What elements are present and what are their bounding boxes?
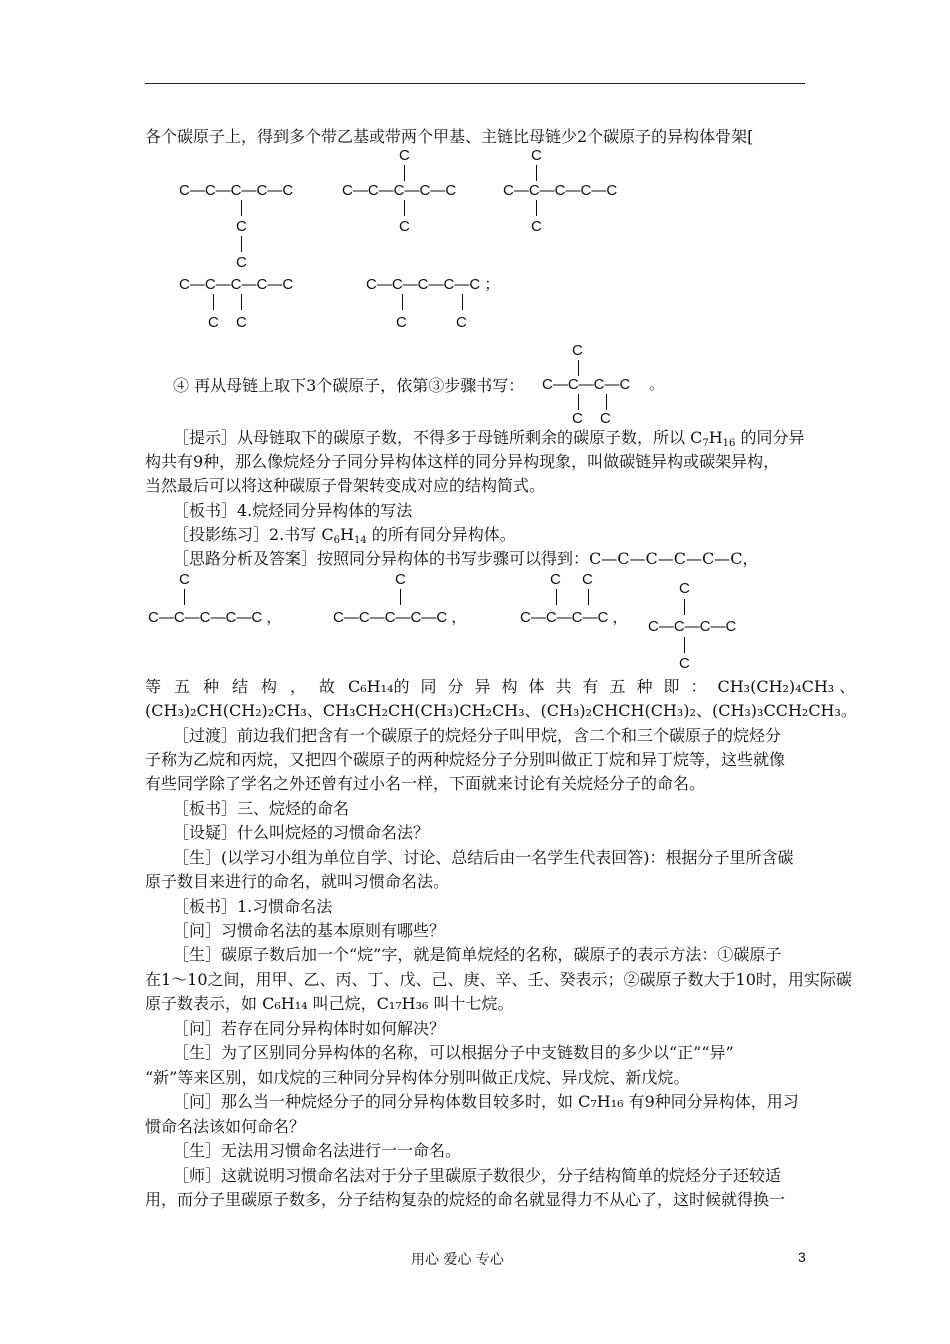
projection-exercise: ［投影练习］2.书写 $C_6H_{14}$ 的所有同分异构体。 bbox=[173, 525, 516, 546]
skeleton-chain: C—C—C—C—C bbox=[503, 182, 618, 199]
analysis-line: ［思路分析及答案］按照同分异构体的书写步骤可以得到：C—C—C—C—C—C， bbox=[173, 549, 759, 568]
skeleton-chain: C—C—C—C bbox=[648, 618, 737, 635]
transition-1: ［过渡］前边我们把含有一个碳原子的烷烃分子叫甲烷，含二个和三个碳原子的烷烃分 bbox=[173, 726, 782, 745]
student-1b: 原子数目来进行的命名，就叫习惯命名法。 bbox=[145, 872, 450, 891]
student-3a: ［生］为了区别同分异构体的名称，可以根据分子中支链数目的多少以“正”“异” bbox=[173, 1043, 734, 1062]
question-3: ［问］若存在同分异构体时如何解决？ bbox=[173, 1019, 446, 1038]
page-number: 3 bbox=[798, 1249, 806, 1265]
skeleton-chain: C—C—C—C—C bbox=[179, 182, 294, 199]
board-naming: ［板书］三、烷烃的命名 bbox=[173, 799, 350, 818]
atom: C bbox=[179, 571, 190, 588]
skeleton-chain: C—C—C—C—C bbox=[179, 276, 294, 293]
text-line: 各个碳原子上，得到多个带乙基或带两个甲基、主链比母链少2个碳原子的异构体骨架[ bbox=[145, 127, 754, 146]
bond bbox=[578, 394, 579, 410]
atom: C bbox=[208, 314, 219, 331]
bond bbox=[241, 294, 242, 310]
bond bbox=[404, 200, 405, 216]
formulas-line: (CH₃)₂CH(CH₂)₂CH₃、CH₃CH₂CH(CH₃)CH₂CH₃、(CH₃)₂CHCH(CH₃)₂、(CH₃)₃CCH₂CH₃。 bbox=[145, 701, 857, 720]
student-4: ［生］无法用习惯命名法进行一一命名。 bbox=[173, 1141, 462, 1160]
step4-text: ④ 再从母链上取下3个碳原子，依第③步骤书写： bbox=[173, 376, 525, 395]
student-2b: 在1～10之间，用甲、乙、丙、丁、戊、己、庚、辛、壬、癸表示；②碳原子数大于10时，用实际碳 bbox=[145, 970, 852, 989]
atom: C bbox=[679, 655, 690, 672]
question-4b: 惯命名法该如何命名？ bbox=[145, 1117, 306, 1136]
atom: C bbox=[572, 342, 583, 359]
atom: C bbox=[456, 314, 467, 331]
atom: C bbox=[531, 218, 542, 235]
teacher-1b: 用，而分子里碳原子数多，分子结构复杂的烷烃的命名就显得力不从心了，这时候就得换一 bbox=[145, 1190, 786, 1209]
question-2: ［问］习惯命名法的基本原则有哪些？ bbox=[173, 921, 446, 940]
board-common-naming: ［板书］1.习惯命名法 bbox=[173, 897, 333, 916]
transition-3: 有些同学除了学名之外还曾有过小名一样，下面就来讨论有关烷烃分子的命名。 bbox=[145, 774, 706, 793]
atom: C bbox=[399, 147, 410, 164]
header-divider bbox=[145, 83, 805, 84]
atom: C bbox=[531, 147, 542, 164]
bond bbox=[606, 394, 607, 410]
question-1: ［设疑］什么叫烷烃的习惯命名法？ bbox=[173, 823, 430, 842]
bond bbox=[213, 294, 214, 310]
student-2c: 原子数表示，如 C₆H₁₄ 叫己烷，C₁₇H₃₆ 叫十七烷。 bbox=[145, 994, 514, 1013]
student-2a: ［生］碳原子数后加一个“烷”字，就是简单烷烃的名称，碳原子的表示方法：①碳原子 bbox=[173, 945, 782, 964]
five-structures-line: 等五种结构，故 C₆H₁₄ 的同分异构体共有五种即： CH₃(CH₂)₄CH₃ 、 bbox=[145, 677, 856, 696]
bond bbox=[588, 589, 589, 605]
transition-2: 子称为乙烷和丙烷，又把四个碳原子的两种烷烃分子分别叫做正丁烷和异丁烷等，这些就像 bbox=[145, 750, 786, 769]
bond bbox=[536, 165, 537, 181]
atom: C bbox=[600, 410, 611, 427]
student-3b: “新”等来区别，如戊烷的三种同分异构体分别叫做正戊烷、异戊烷、新戊烷。 bbox=[145, 1068, 690, 1087]
atom: C bbox=[399, 218, 410, 235]
bond bbox=[462, 294, 463, 310]
skeleton-chain: C—C—C—C bbox=[542, 376, 631, 393]
question-4a: ［问］那么当一种烷烃分子的同分异构体数目较多时，如 C₇H₁₆ 有9种同分异构体，用习 bbox=[173, 1092, 799, 1111]
bond bbox=[402, 294, 403, 310]
bond bbox=[184, 589, 185, 605]
atom: C bbox=[236, 314, 247, 331]
hint-line-2: 构共有9种，那么像烷烃分子同分异构体这样的同分异构现象，叫做碳链异构或碳架异构， bbox=[145, 452, 780, 471]
atom: C bbox=[236, 218, 247, 235]
atom: C bbox=[236, 254, 247, 271]
skeleton-chain: C—C—C—C ， bbox=[520, 609, 628, 626]
board-4: ［板书］4.烷烃同分异构体的写法 bbox=[173, 501, 413, 520]
bond bbox=[400, 589, 401, 605]
bond bbox=[404, 165, 405, 181]
atom: C bbox=[582, 571, 593, 588]
teacher-1a: ［师］这就说明习惯命名法对于分子里碳原子数很少，分子结构简单的烷烃分子还较适 bbox=[173, 1166, 782, 1185]
hint-line-1: ［提示］从母链取下的碳原子数，不得多于母链所剩余的碳原子数，所以 $C_7H_{16}$ 的同分异 bbox=[173, 428, 805, 449]
atom: C bbox=[395, 571, 406, 588]
bond bbox=[241, 236, 242, 252]
footer-motto: 用心 爱心 专心 bbox=[411, 1252, 504, 1268]
skeleton-chain: C—C—C—C—C ， bbox=[148, 609, 282, 626]
bond bbox=[241, 200, 242, 216]
bond bbox=[556, 589, 557, 605]
atom: C bbox=[679, 580, 690, 597]
skeleton-chain: C—C—C—C—C bbox=[342, 182, 457, 199]
hint-line-3: 当然最后可以将这种碳原子骨架转变成对应的结构简式。 bbox=[145, 476, 546, 495]
skeleton-chain: C—C—C—C—C ； bbox=[366, 276, 500, 293]
atom: C bbox=[572, 410, 583, 427]
skeleton-chain: C—C—C—C—C ， bbox=[333, 609, 467, 626]
atom: C bbox=[396, 314, 407, 331]
student-1a: ［生］(以学习小组为单位自学、讨论、总结后由一名学生代表回答)：根据分子里所含碳 bbox=[173, 848, 794, 867]
bond bbox=[578, 360, 579, 376]
bond bbox=[684, 637, 685, 653]
bond bbox=[536, 200, 537, 216]
punctuation: 。 bbox=[649, 376, 665, 393]
atom: C bbox=[550, 571, 561, 588]
bond bbox=[684, 599, 685, 615]
